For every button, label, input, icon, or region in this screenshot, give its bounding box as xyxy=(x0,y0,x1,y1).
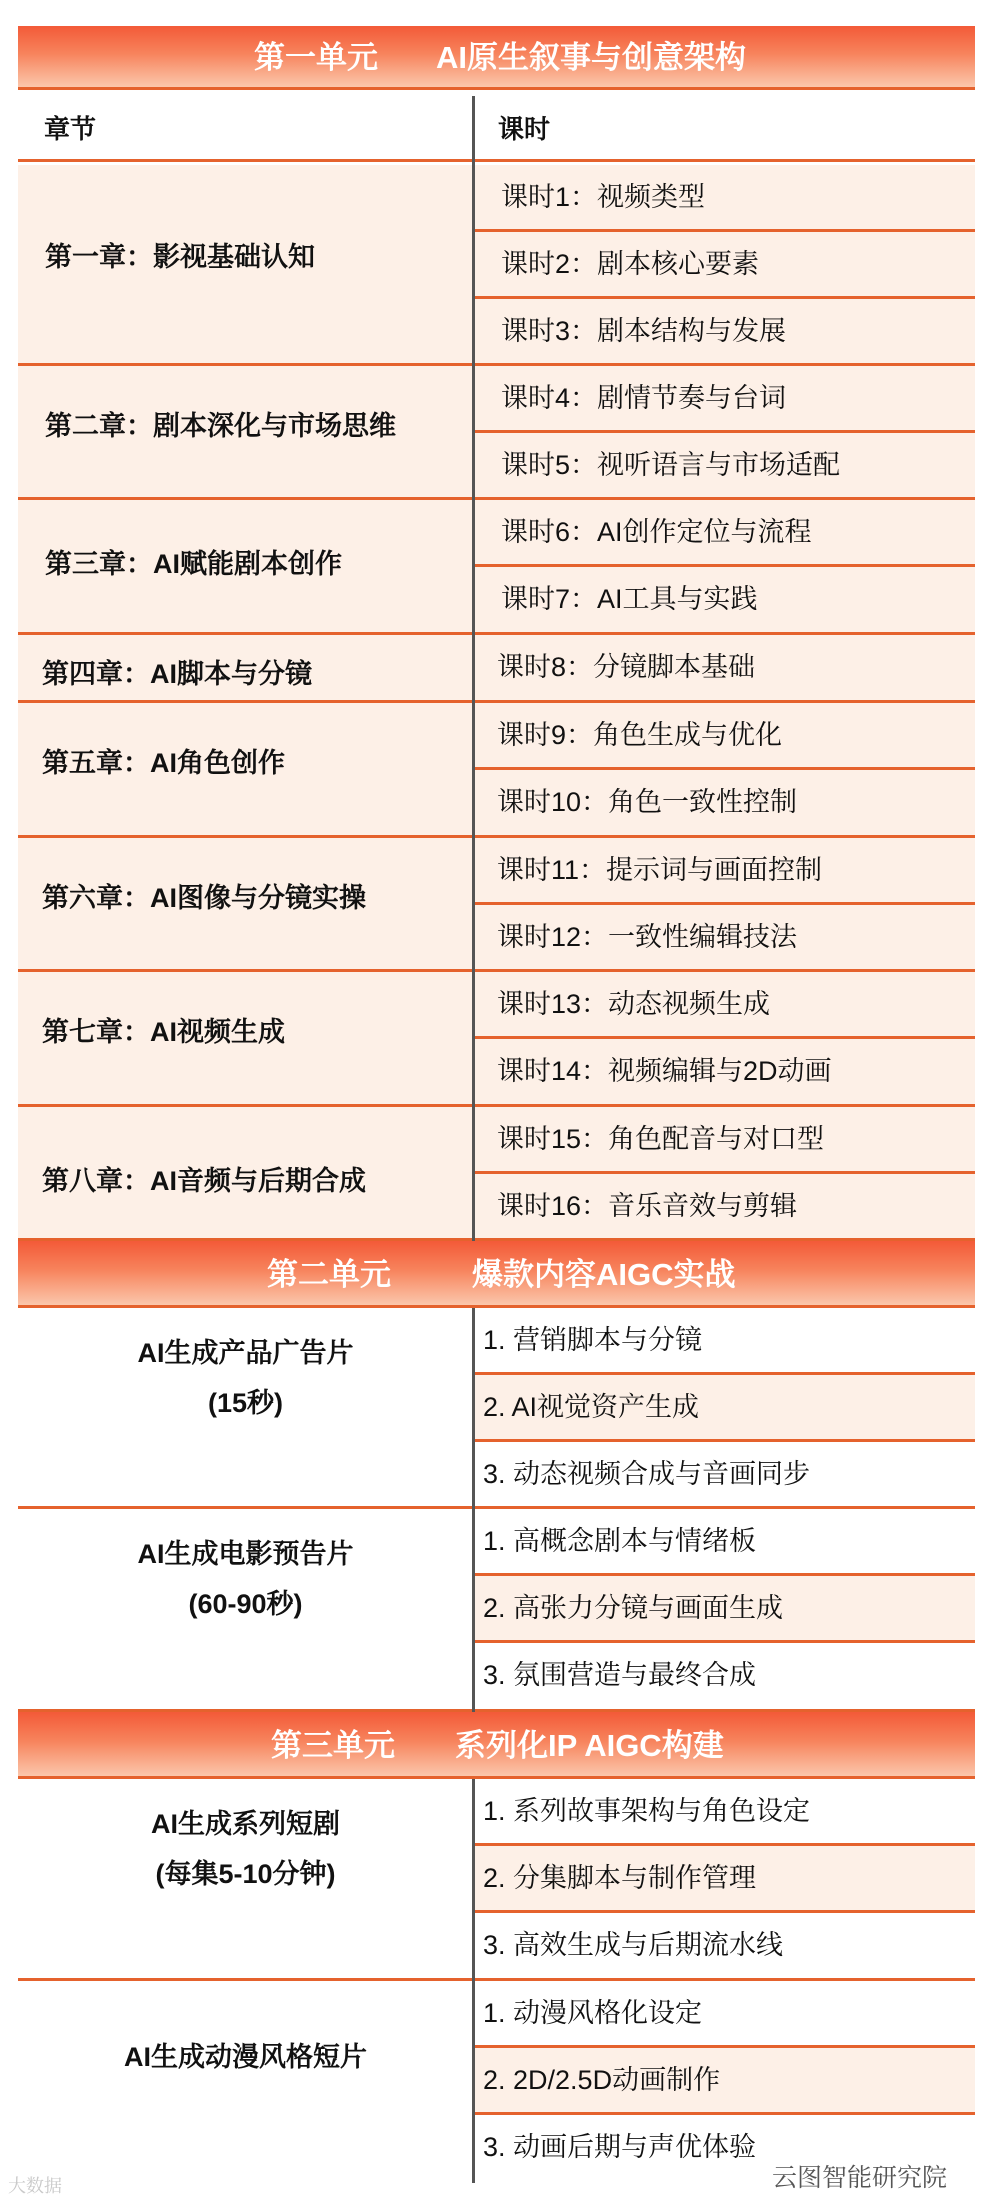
lesson-cell: 课时13：动态视频生成 xyxy=(475,972,975,1039)
chapter-cell xyxy=(18,972,473,1107)
step-cell: 1. 营销脚本与分镜 xyxy=(475,1308,975,1375)
lesson-cell: 课时15：角色配音与对口型 xyxy=(475,1107,975,1174)
unit1-label: 第一单元 xyxy=(254,40,378,75)
lesson-cell: 课时12：一致性编辑技法 xyxy=(475,905,975,972)
column-header-row xyxy=(18,96,975,162)
chapter-name: 第八章：AI音频与后期合成 xyxy=(42,1166,366,1196)
unit1-header xyxy=(18,26,975,90)
step-cell: 3. 高效生成与后期流水线 xyxy=(475,1913,975,1981)
column-divider xyxy=(472,96,475,1241)
chapter-name: 第六章：AI图像与分镜实操 xyxy=(42,883,366,913)
source-credit: 云图智能研究院 xyxy=(772,2164,948,2192)
unit3-header xyxy=(18,1712,975,1779)
project-cell xyxy=(18,1981,473,2183)
chapter-cell xyxy=(18,703,473,838)
column-header-chapter: 章节 xyxy=(44,114,97,144)
project-cell xyxy=(18,1509,473,1712)
project-duration: (60-90秒) xyxy=(188,1589,303,1619)
step-cell: 1. 动漫风格化设定 xyxy=(475,1981,975,2048)
chapter-cell xyxy=(18,1107,473,1241)
chapter-name: 第二章：剧本深化与市场思维 xyxy=(45,411,396,441)
step-cell: 1. 系列故事架构与角色设定 xyxy=(475,1779,975,1846)
watermark: 大数据 xyxy=(8,2176,62,2196)
chapter-cell xyxy=(18,635,473,703)
lesson-cell: 课时5：视听语言与市场适配 xyxy=(475,433,975,500)
chapter-cell xyxy=(18,366,473,500)
lesson-cell: 课时11：提示词与画面控制 xyxy=(475,838,975,905)
step-cell: 2. 2D/2.5D动画制作 xyxy=(475,2048,975,2115)
lesson-cell: 课时4：剧情节奏与台词 xyxy=(475,366,975,433)
project-name: AI生成电影预告片 xyxy=(137,1539,354,1569)
lesson-cell: 课时10：角色一致性控制 xyxy=(475,770,975,838)
step-cell: 2. 分集脚本与制作管理 xyxy=(475,1846,975,1913)
unit2-title: 爆款内容AIGC实战 xyxy=(472,1257,736,1292)
chapter-name: 第四章：AI脚本与分镜 xyxy=(42,659,312,689)
lesson-cell: 课时9：角色生成与优化 xyxy=(475,703,975,770)
chapter-name: 第三章：AI赋能剧本创作 xyxy=(45,549,342,579)
project-duration: (15秒) xyxy=(207,1388,283,1418)
step-cell: 3. 动态视频合成与音画同步 xyxy=(475,1442,975,1509)
project-name: AI生成动漫风格短片 xyxy=(124,2042,367,2072)
lesson-cell: 课时6：AI创作定位与流程 xyxy=(475,500,975,567)
project-name: AI生成产品广告片 xyxy=(137,1338,354,1368)
chapter-name: 第一章：影视基础认知 xyxy=(45,242,315,272)
column-divider xyxy=(472,1308,475,1712)
chapter-cell xyxy=(18,838,473,972)
step-cell: 3. 动画后期与声优体验 xyxy=(475,2115,975,2183)
lesson-cell: 课时7：AI工具与实践 xyxy=(475,567,975,635)
lesson-cell: 课时14：视频编辑与2D动画 xyxy=(475,1039,975,1107)
lesson-cell: 课时1：视频类型 xyxy=(475,165,975,232)
lesson-cell: 课时2：剧本核心要素 xyxy=(475,232,975,299)
chapter-cell xyxy=(18,165,473,366)
unit2-header xyxy=(18,1241,975,1308)
column-header-lesson: 课时 xyxy=(498,114,551,144)
step-cell: 1. 高概念剧本与情绪板 xyxy=(475,1509,975,1576)
step-cell: 3. 氛围营造与最终合成 xyxy=(475,1643,975,1712)
unit1-title: AI原生叙事与创意架构 xyxy=(436,40,746,75)
unit2-label: 第二单元 xyxy=(267,1257,391,1292)
chapter-cell xyxy=(18,500,473,635)
lesson-cell: 课时8：分镜脚本基础 xyxy=(475,635,975,703)
chapter-name: 第七章：AI视频生成 xyxy=(42,1017,285,1047)
unit3-label: 第三单元 xyxy=(271,1728,395,1763)
chapter-name: 第五章：AI角色创作 xyxy=(42,748,285,778)
column-divider xyxy=(472,1779,475,2183)
project-duration: (每集5-10分钟) xyxy=(155,1859,336,1889)
lesson-cell: 课时3：剧本结构与发展 xyxy=(475,299,975,366)
project-cell xyxy=(18,1308,473,1509)
unit3-title: 系列化IP AIGC构建 xyxy=(455,1728,724,1763)
lesson-cell: 课时16：音乐音效与剪辑 xyxy=(475,1174,975,1241)
project-cell xyxy=(18,1779,473,1981)
step-cell: 2. AI视觉资产生成 xyxy=(475,1375,975,1442)
project-name: AI生成系列短剧 xyxy=(151,1809,340,1839)
step-cell: 2. 高张力分镜与画面生成 xyxy=(475,1576,975,1643)
